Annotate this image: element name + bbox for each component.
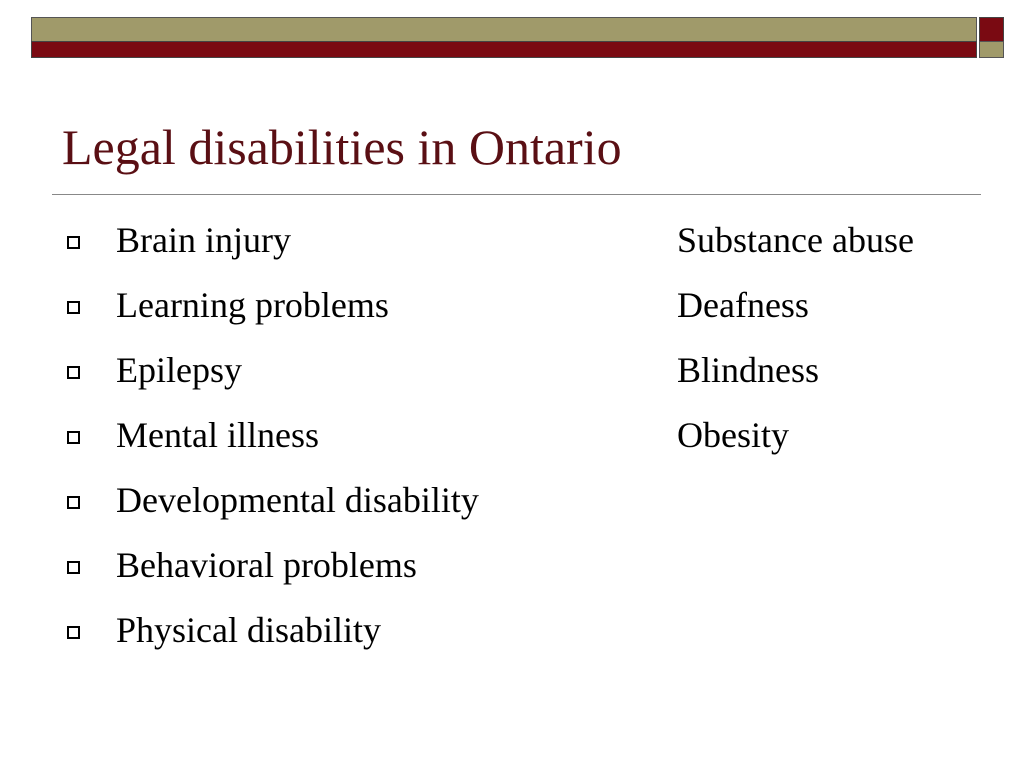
bullet-text-right: Obesity — [677, 415, 789, 455]
list-item — [0, 474, 1024, 539]
list-item — [0, 279, 1024, 344]
list-item — [0, 409, 1024, 474]
square-bullet-icon — [67, 236, 80, 249]
bullet-text-left: Brain injury — [116, 220, 291, 260]
list-item — [0, 539, 1024, 604]
bullet-text-right: Deafness — [677, 285, 809, 325]
square-bullet-icon — [67, 301, 80, 314]
header-corner-square-maroon — [979, 17, 1004, 42]
square-bullet-icon — [67, 496, 80, 509]
bullet-text-left: Mental illness — [116, 415, 319, 455]
square-bullet-icon — [67, 366, 80, 379]
square-bullet-icon — [67, 626, 80, 639]
slide-title: Legal disabilities in Ontario — [62, 119, 622, 175]
list-item — [0, 604, 1024, 669]
square-bullet-icon — [67, 431, 80, 444]
header-bar-olive — [31, 17, 977, 42]
bullet-text-left: Behavioral problems — [116, 545, 417, 585]
bullet-text-left: Epilepsy — [116, 350, 242, 390]
bullet-text-left: Physical disability — [116, 610, 381, 650]
header-corner-square-olive — [979, 41, 1004, 58]
bullet-text-right: Blindness — [677, 350, 820, 390]
title-divider — [52, 194, 981, 195]
bullet-text-left: Developmental disability — [116, 480, 479, 520]
square-bullet-icon — [67, 561, 80, 574]
list-item — [0, 214, 1024, 279]
header-bar-maroon — [31, 41, 977, 58]
bullet-text-left: Learning problems — [116, 285, 389, 325]
bullet-text-right: Substance abuse — [677, 220, 914, 260]
list-item — [0, 344, 1024, 409]
bullet-list — [0, 214, 1024, 669]
